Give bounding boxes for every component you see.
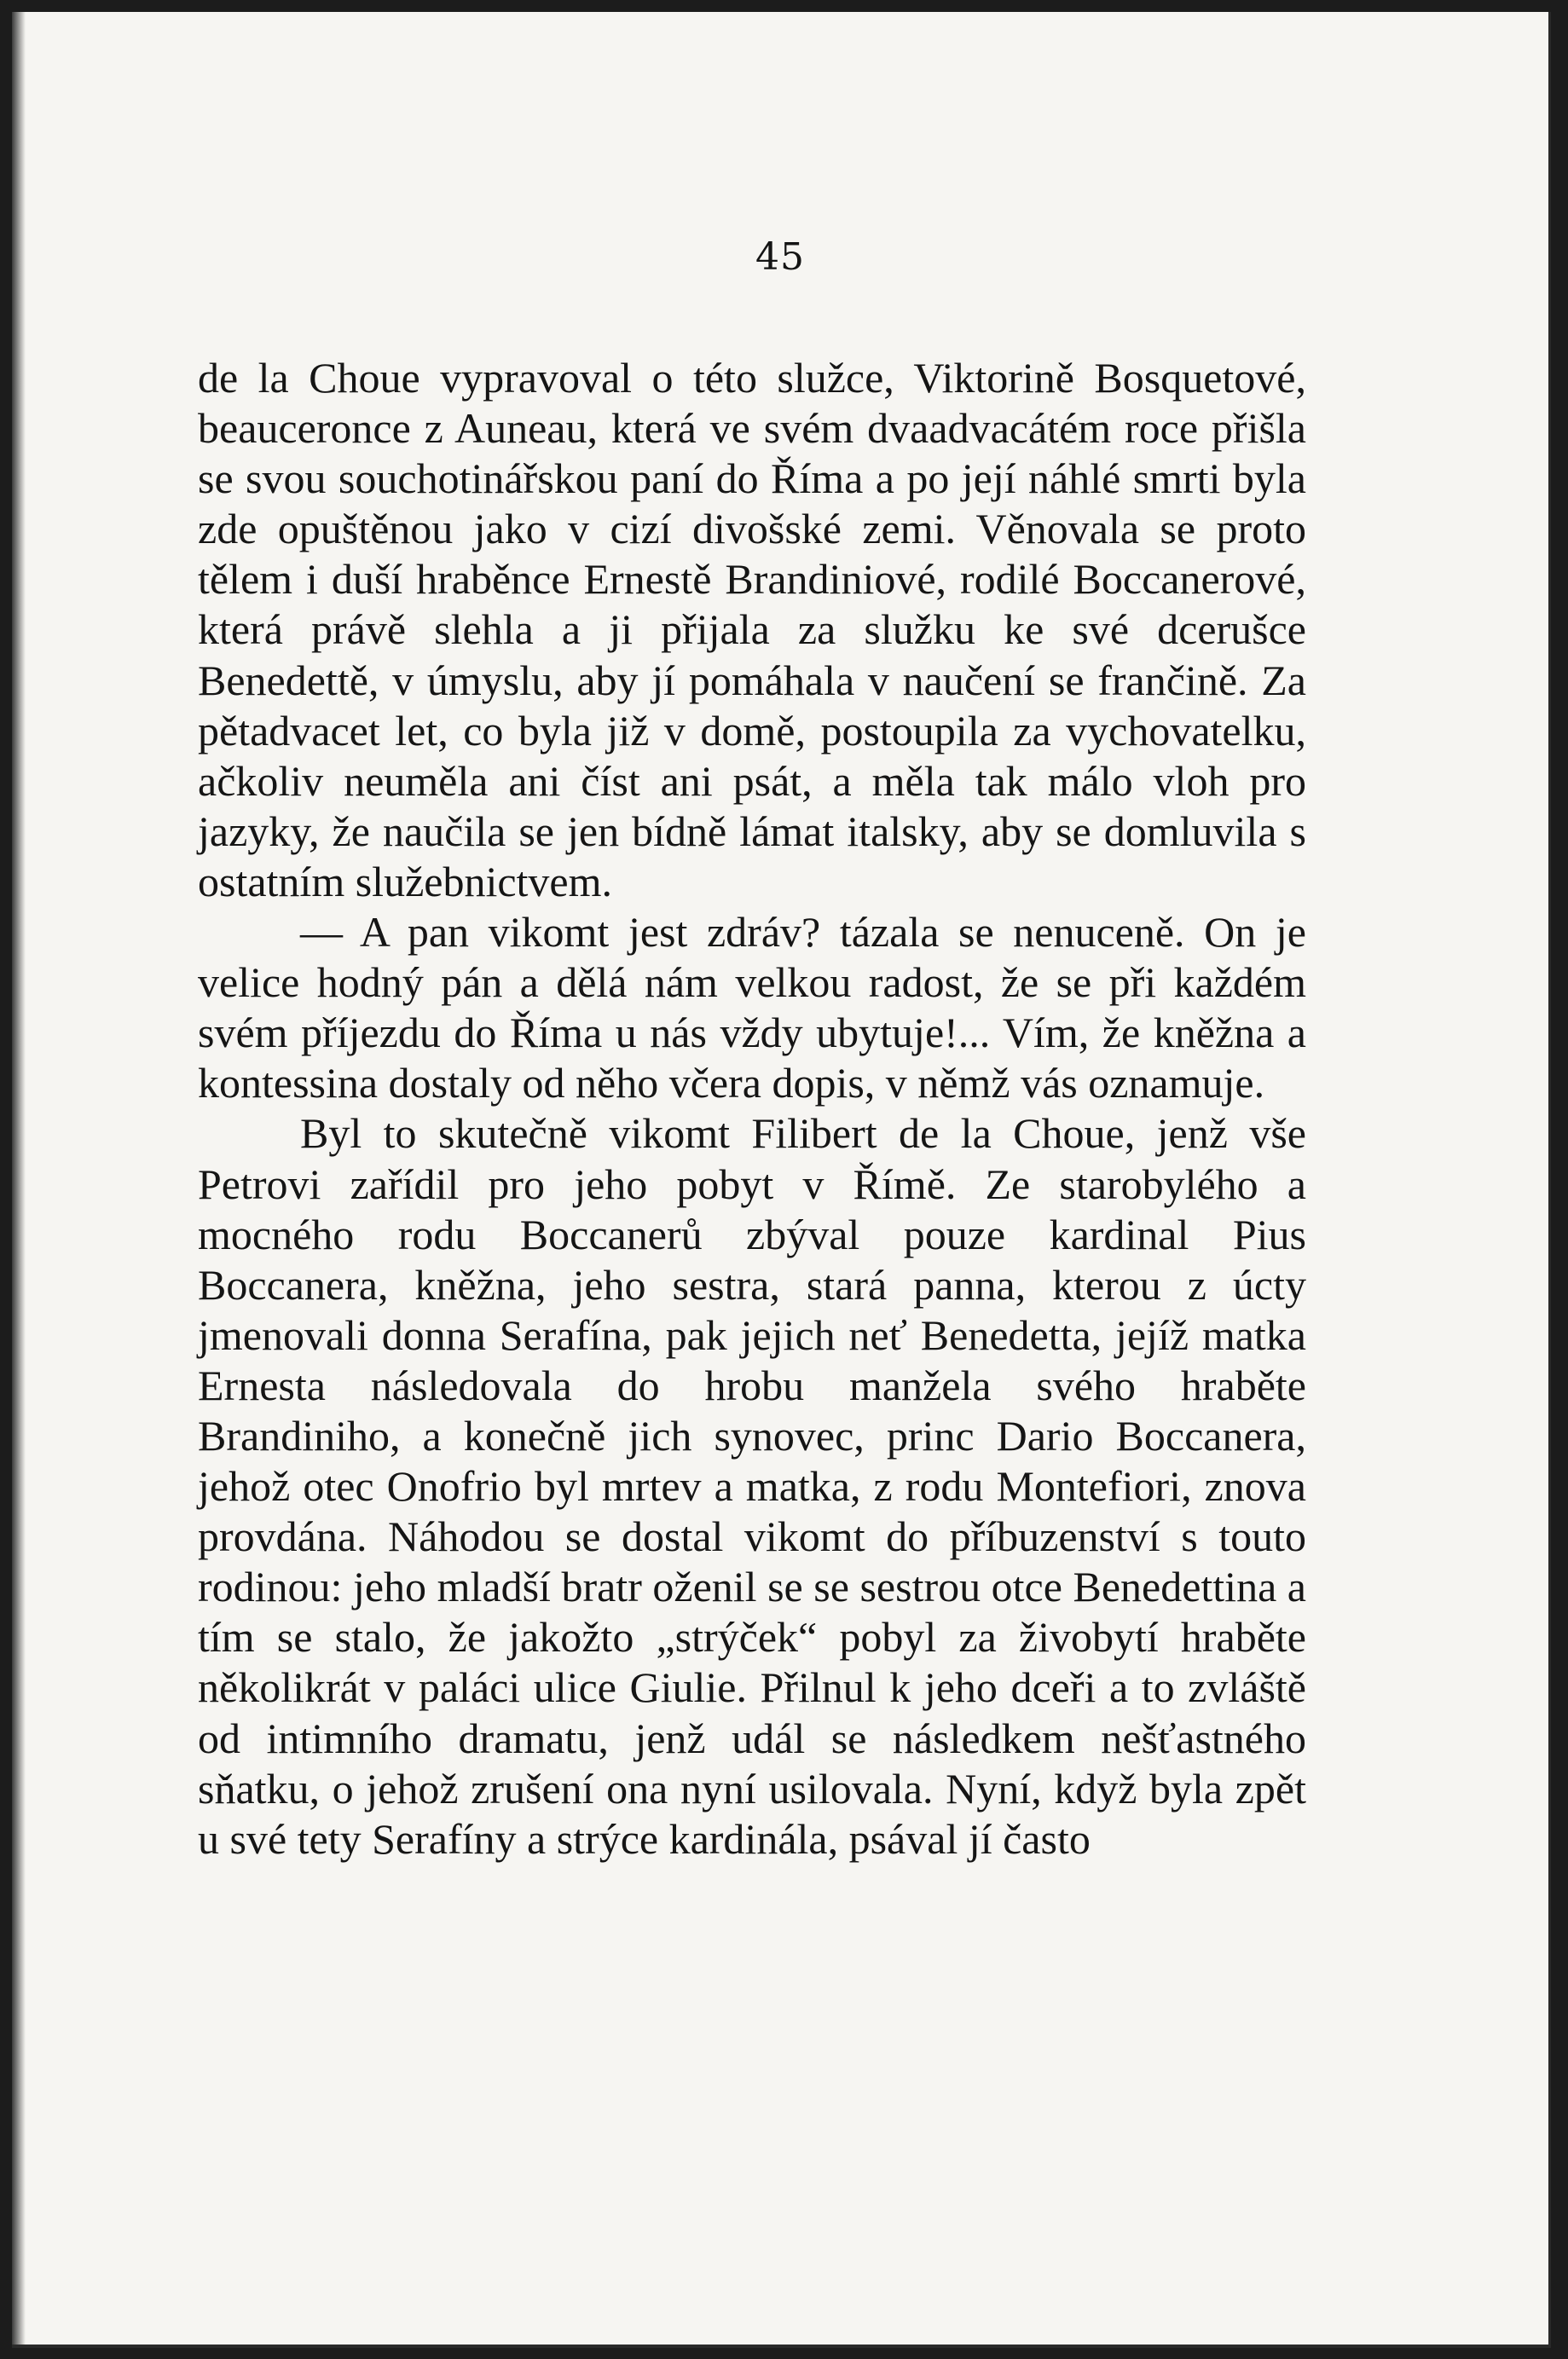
body-text bbox=[198, 353, 1306, 1865]
paragraph-1: de la Choue vypravoval o této služce, Viktorině Bosquetové, beauceronce z Auneau, která ve svém dvaadvacátém roce přišla se svou souchotinářskou paní do Říma a po její náhlé smrti byla zde opuštěnou jako v cizí divošské zemi. Věnovala se proto tělem i duší hraběnce Ernestě Brandiniové, rodilé Boccanerové, která právě slehla a ji přijala za služku ke své dcerušce Benedettě, v úmyslu, aby jí pomáhala v naučení se frančině. Za pětadvacet let, co byla již v domě, postoupila za vychovatelku, ačkoliv neuměla ani číst ani psát, a měla tak málo vloh pro jazyky, že naučila se jen bídně lámat italsky, aby se domluvila s ostatním služebnictvem. bbox=[198, 354, 1306, 905]
page-number: 45 bbox=[755, 235, 805, 279]
book-page bbox=[12, 12, 1551, 2348]
binding-shadow bbox=[12, 12, 26, 2345]
paragraph-3: Byl to skutečně vikomt Filibert de la Choue, jenž vše Petrovi zařídil pro jeho pobyt v Římě. Ze starobylého a mocného rodu Boccanerů zbýval pouze kardinal Pius Boccanera, kněžna, jeho sestra, stará panna, kterou z úcty jmenovali donna Serafína, pak jejich neť Benedetta, jejíž matka Ernesta následovala do hrobu manžela svého hraběte Brandiniho, a konečně jich synovec, princ Dario Boccanera, jehož otec Onofrio byl mrtev a matka, z rodu Montefiori, znova provdána. Náhodou se dostal vikomt do příbuzenství s touto rodinou: jeho mladší bratr oženil se se sestrou otce Benedettina a tím se stalo, že jakožto „strýček“ pobyl za živobytí hraběte několikrát v paláci ulice Giulie. Přilnul k jeho dceři a to zvláště od intimního dramatu, jenž udál se následkem nešťastného sňatku, o jehož zrušení ona nyní usilovala. Nyní, když byla zpět u své tety Serafíny a strýce kardinála, psával jí často bbox=[198, 1109, 1306, 1863]
paragraph-2: — A pan vikomt jest zdráv? tázala se nenuceně. On je velice hodný pán a dělá nám velkou radost, že se při každém svém příjezdu do Říma u nás vždy ubytuje!... Vím, že kněžna a kontessina dostaly od něho včera dopis, v němž vás oznamuje. bbox=[198, 908, 1306, 1107]
